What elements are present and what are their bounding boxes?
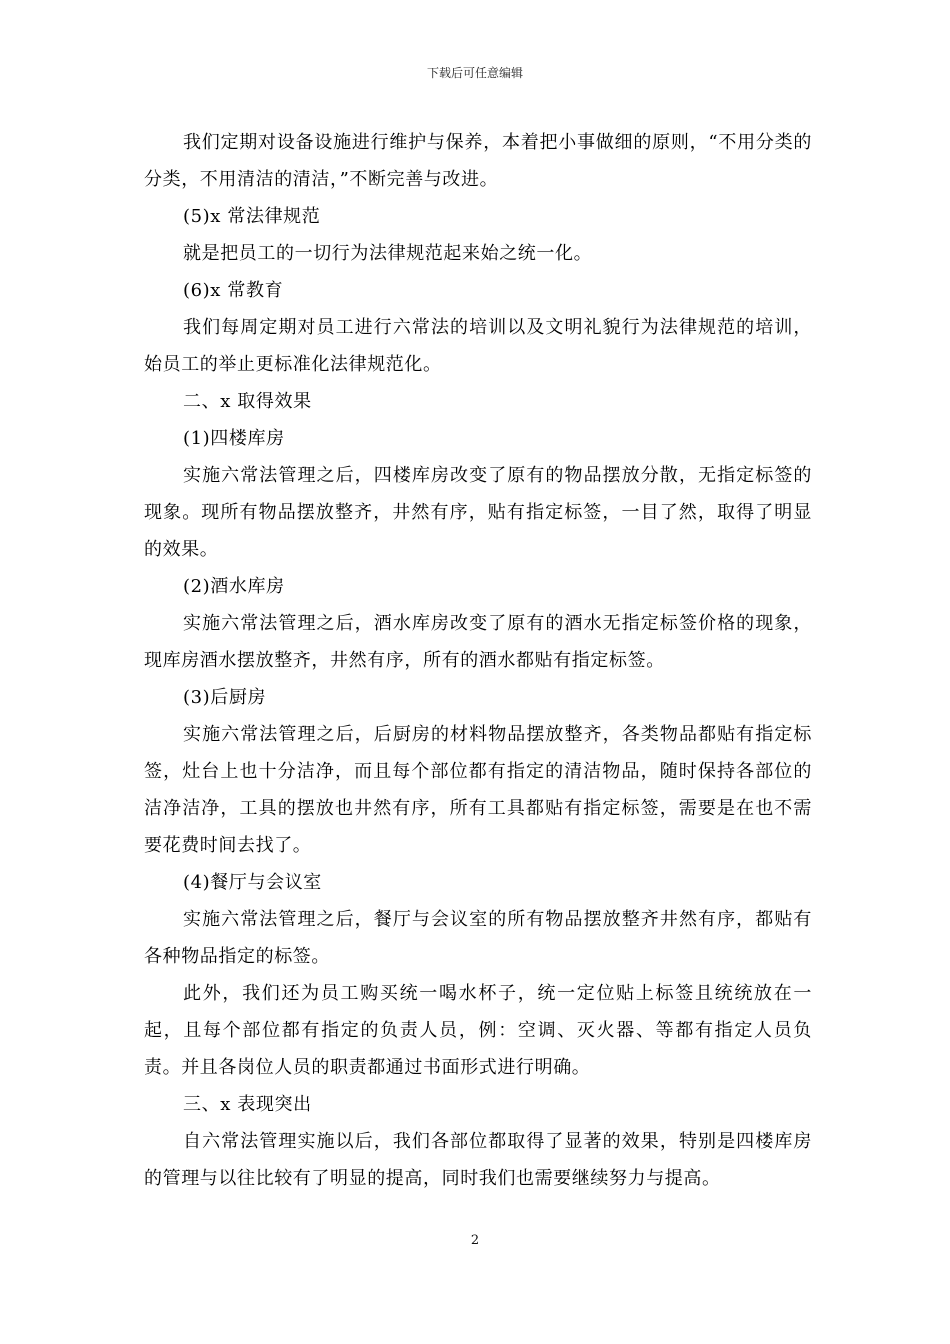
item-heading-1: (1)四楼库房 — [183, 428, 285, 449]
item-heading-2: (2)酒水库房 — [183, 576, 285, 597]
paragraph-beverage-storage: 实施六常法管理之后，酒水库房改变了原有的酒水无指定标签价格的现象，现库房酒水摆放整齐，井然有序，所有的酒水都贴有指定标签。 — [144, 613, 812, 671]
paragraph-fourth-floor: 实施六常法管理之后，四楼库房改变了原有的物品摆放分散，无指定标签的现象。现所有物品摆放整齐，井然有序，贴有指定标签，一目了然，取得了明显的效果。 — [144, 465, 812, 560]
page-header: 下载后可任意编辑 — [426, 66, 523, 80]
paragraph-dining-room: 实施六常法管理之后，餐厅与会议室的所有物品摆放整齐井然有序，都贴有各种物品指定的标签。 — [144, 909, 812, 967]
page-number: 2 — [470, 1233, 480, 1248]
paragraph-maintenance: 我们定期对设备设施进行维护与保养，本着把小事做细的原则，“不用分类的分类，不用清洁的清洁，”不断完善与改进。 — [144, 132, 812, 190]
paragraph-summary: 自六常法管理实施以后，我们各部位都取得了显著的效果，特别是四楼库房的管理与以往比较有了明显的提高，同时我们也需要继续努力与提高。 — [144, 1131, 812, 1189]
item-heading-4: (4)餐厅与会议室 — [183, 872, 322, 893]
item-heading-6: (6)x 常教育 — [183, 280, 284, 301]
item-heading-3: (3)后厨房 — [183, 687, 267, 708]
section-heading-outstanding: 三、x 表现突出 — [183, 1094, 312, 1115]
paragraph-standardize: 就是把员工的一切行为法律规范起来始之统一化。 — [183, 243, 593, 264]
section-heading-results: 二、x 取得效果 — [183, 391, 312, 412]
document-body — [144, 124, 812, 1197]
paragraph-kitchen: 实施六常法管理之后，后厨房的材料物品摆放整齐，各类物品都贴有指定标签，灶台上也十分洁净，而且每个部位都有指定的清洁物品，随时保持各部位的洁净洁净，工具的摆放也井然有序，所有工具都贴有指定标签，需要是在也不需要花费时间去找了。 — [144, 724, 812, 856]
item-heading-5: (5)x 常法律规范 — [183, 206, 321, 227]
paragraph-additional: 此外，我们还为员工购买统一喝水杯子，统一定位贴上标签且统统放在一起，且每个部位都有指定的负责人员，例：空调、灭火器、等都有指定人员负责。并且各岗位人员的职责都通过书面形式进行明确。 — [144, 983, 812, 1078]
paragraph-training: 我们每周定期对员工进行六常法的培训以及文明礼貌行为法律规范的培训，始员工的举止更标准化法律规范化。 — [144, 317, 812, 375]
